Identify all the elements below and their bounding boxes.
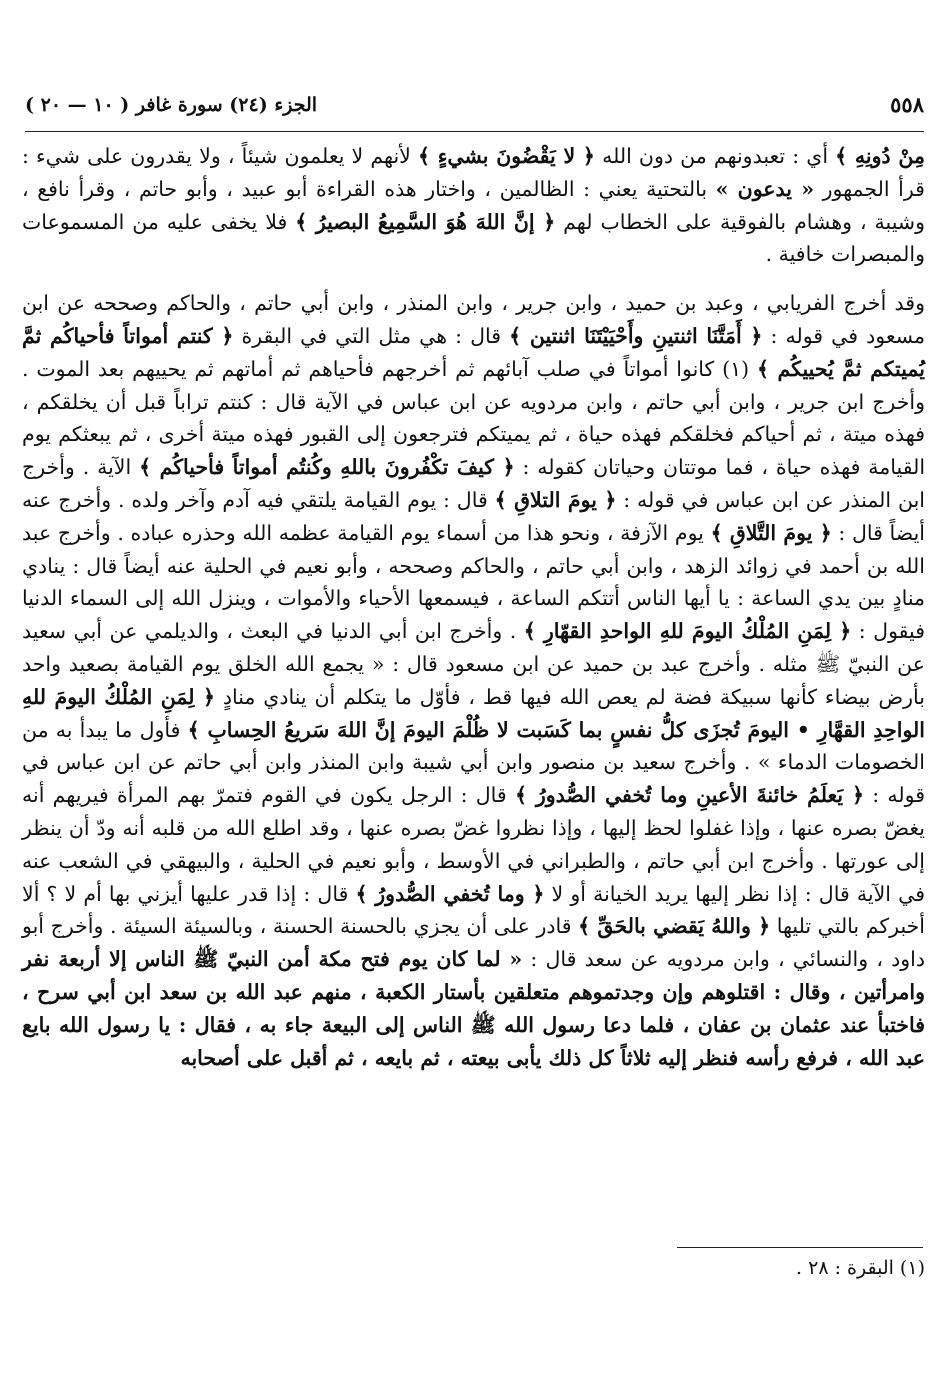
quoted-verse: « لما كان يوم فتح مكة أمن النبيّ ﷺ الناس إلا أربعة نفر وامرأتين ، وقال : اقتلوهم وإن وجدتموهم متعلقين بأستار الكعبة ، منهم عبد الله بن سعد ابن أبي سرح ، فاختبأ عند عثمان بن عفان ، فلما دعا رسول الله ﷺ الناس إلى البيعة جاء به ، فقال : يا رسول الله بايع عبد الله ، فرفع رأسه فنظر إليه ثلاثاً كل ذلك يأبى بيعته ، ثم بايعه ، ثم أقبل على أصحابه	[22, 947, 925, 1070]
quoted-verse: ﴿ لِمَنِ المُلْكُ اليومَ للهِ الواحدِ القهّارِ ﴾	[523, 619, 852, 644]
footnote: (١) البقرة : ٢٨ .	[796, 1257, 925, 1279]
text-segment: (١) كانوا أمواتاً في صلب آبائهم ثم أخرجهم فأحياهم ثم أماتهم ثم يحييهم بعد الموت . وأخرج ابن جرير ، وابن أبي حاتم ، وابن مردويه عن ابن عباس في الآية قال : كنتم تراباً قبل أن يخلقكم ، فهذه ميتة ، ثم أحياكم فخلقكم فهذه حياة ، ثم يميتكم فترجعون إلى القبور فهذه ميتة أخرى ، ثم يبعثكم يوم القيامة فهذه حياة ، فما موتتان وحياتان كقوله :	[22, 356, 926, 480]
text-segment: بالتحتية يعني : الظالمين ، واختار هذه القراءة أبو عبيد ، وأبو حاتم ، وقرأ نافع ، وشيبة ، وهشام بالفوقية على الخطاب لهم	[22, 176, 925, 234]
quoted-verse: ﴿ لا يَقْضُونَ بشيءٍ ﴾	[418, 144, 595, 168]
paragraph	[22, 140, 925, 271]
quoted-verse: « يدعون »	[715, 176, 815, 201]
text-segment: فأول ما يبدأ به من الخصومات الدماء » . وأخرج سعيد بن منصور وابن أبي شيبة وابن المنذر وابن أبي حاتم عن ابن عباس في قوله :	[22, 717, 925, 808]
quoted-verse: ﴿ وما تُخفي الصُّدورُ ﴾	[355, 881, 545, 906]
header-rule	[25, 131, 924, 132]
page-header	[25, 92, 924, 126]
page-number: ٥٥٨	[890, 92, 924, 117]
quoted-verse: ﴿ كنتم أمواتاً فأحياكُم ثمَّ يُميتكم ثمَّ يُحييكُم ﴾	[22, 323, 925, 381]
body-text	[22, 140, 925, 1090]
quoted-verse: ﴿ يَعلَمُ خائنةَ الأعينِ وما تُخفي الصُّدورُ ﴾	[514, 783, 864, 808]
quoted-verse: ﴿ يومَ التلاقِ ﴾	[494, 487, 617, 512]
quoted-verse: ﴿ يومَ التَّلاقِ ﴾	[710, 520, 832, 545]
paragraph	[22, 287, 925, 1074]
text-segment: وقد أخرج الفريابي ، وعبد بن حميد ، وابن جرير ، وابن المنذر ، وابن أبي حاتم ، والحاكم وصححه عن ابن مسعود في قوله :	[22, 291, 926, 348]
text-segment: قال : هي مثل التي في البقرة	[233, 323, 510, 348]
quoted-verse: ﴿ لِمَنِ المُلْكُ اليومَ للهِ الواحِدِ القهَّارِ • اليومَ تُجزَى كلُّ نفسٍ بما كَسَبت لا ظُلْمَ اليومَ إنَّ اللهَ سَريعُ الحِسابِ ﴾	[22, 684, 925, 742]
text-segment: الآية . وأخرج ابن المنذر عن ابن عباس في قوله :	[22, 455, 925, 512]
text-segment: قال : يوم القيامة يلتقي فيه آدم وآخر ولده . وأخرج عنه أيضاً قال :	[22, 487, 925, 545]
text-segment: يوم الآزفة ، ونحو هذا من أسماء يوم القيامة عظمه الله وحذره عباده . وأخرج عبد الله بن أحمد في زوائد الزهد ، وابن أبي حاتم ، والحاكم وصححه ، وأبو نعيم في الحلية عنه أيضاً قال : ينادي منادٍ بين يدي الساعة : يا أيها الناس أتتكم الساعة ، فيسمعها الأحياء والأموات ، وينزل الله إلى السماء الدنيا فيقول :	[22, 520, 926, 644]
text-segment: قال : الرجل يكون في القوم فتمرّ بهم المرأة فيريهم أنه يغضّ بصره عنها ، وإذا غفلوا لحظ إليها ، وإذا نظروا غضّ بصره عنها ، وقد اطلع الله من قلبه أنه ودّ أن ينظر إلى عورتها . وأخرج ابن أبي حاتم ، والطبراني في الأوسط ، وأبو نعيم في الحلية ، والبيهقي في الشعب عنه في الآية قال : إذا نظر إليها يريد الخيانة أو لا	[22, 783, 925, 906]
quoted-verse: ﴿ إنَّ اللهَ هُوَ السَّمِيعُ البصيرُ ﴾	[295, 209, 556, 234]
text-segment: أي : تعبدونهم من دون الله	[594, 144, 836, 168]
quoted-verse: ﴿ كيفَ تكْفُرونَ باللهِ وكُنتُم أمواتاً فأحياكُم ﴾	[139, 455, 515, 480]
quoted-verse: ﴿ أَمَتَّنَا اثنتينِ وأَحْيَيْتَنَا اثنتين ﴾	[509, 323, 763, 348]
text-segment: لأنهم لا يعلمون شيئاً ، ولا يقدرون على شيء : قرأ الجمهور	[22, 144, 925, 201]
text-segment: قال : إذا قدر عليها أيزني بها أم لا ؟ ألا أخبركم بالتي تليها	[22, 881, 925, 939]
text-segment: . وأخرج ابن أبي الدنيا في البعث ، والديلمي عن أبي سعيد عن النبيّ ﷺ مثله . وأخرج عبد بن حميد عن ابن مسعود قال : « يجمع الله الخلق يوم القيامة بصعيد واحد بأرض بيضاء كأنها سبيكة فضة لم يعص الله فيها قط ، فأوّل ما يتكلم أن ينادي منادٍ	[22, 619, 925, 709]
text-segment: فلا يخفى عليه من المسموعات والمبصرات خافية .	[22, 209, 925, 267]
footnote-rule	[677, 1247, 923, 1248]
quoted-verse: مِنْ دُونِهِ ﴾	[835, 144, 926, 168]
quoted-verse: ﴿ واللهُ يَقضي بالحَقِّ ﴾	[578, 914, 771, 939]
text-segment: قادر على أن يجزي بالحسنة الحسنة ، وبالسيئة السيئة . وأخرج أبو داود ، والنسائي ، وابن مردويه عن سعد قال :	[22, 914, 925, 972]
running-title: الجزء (٢٤) سورة غافر ( ١٠ — ٢٠ )	[25, 94, 318, 116]
